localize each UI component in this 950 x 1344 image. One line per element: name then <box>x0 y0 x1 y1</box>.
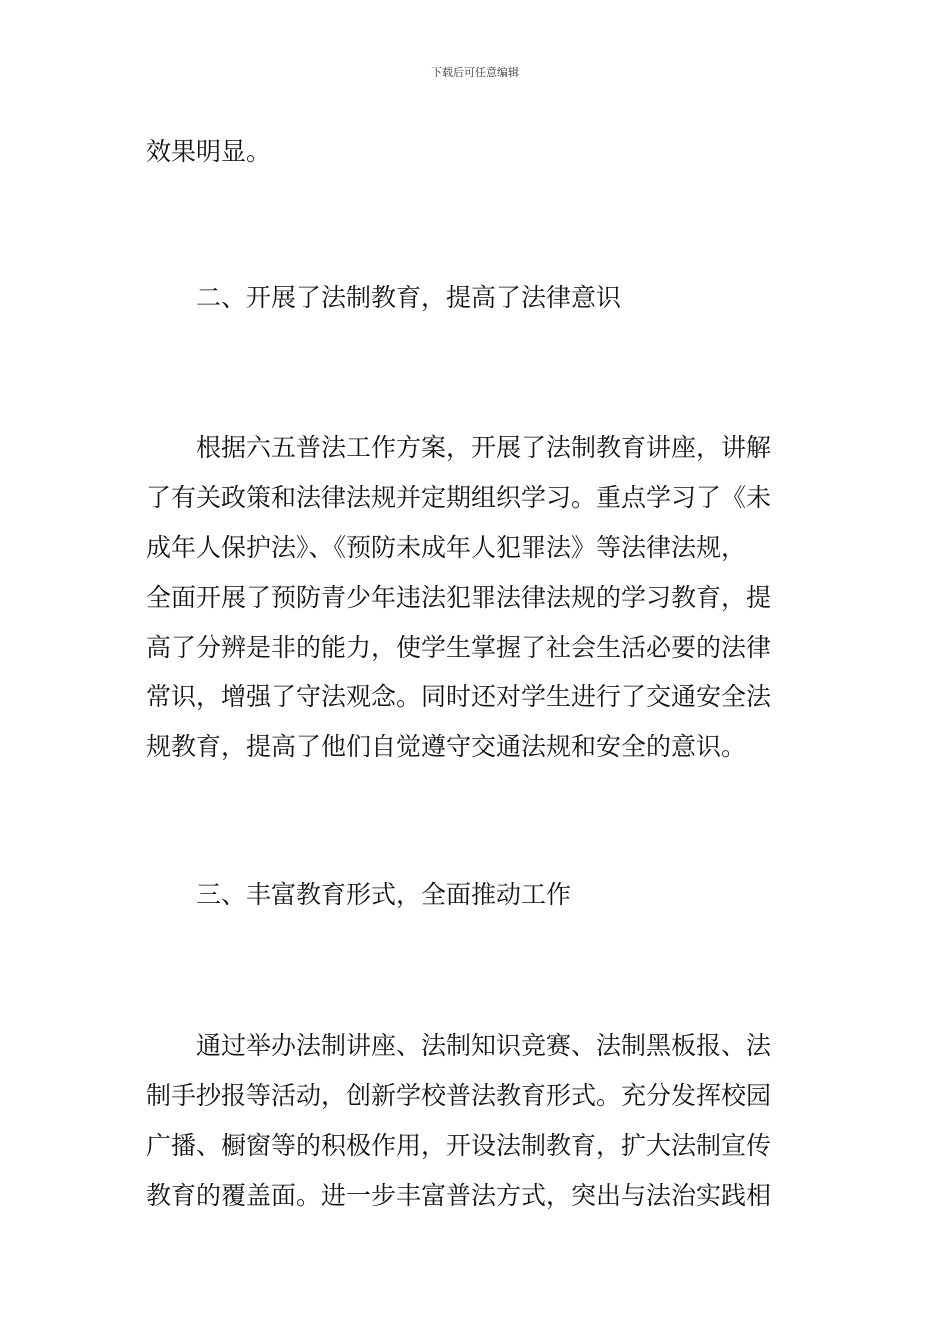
paragraph-3-line-2: 制手抄报等活动，创新学校普法教育形式。充分发挥校园 <box>146 1081 772 1110</box>
paragraph-3-line-3: 广播、橱窗等的积极作用，开设法制教育，扩大法制宣传 <box>146 1131 772 1160</box>
paragraph-3-line-1: 通过举办法制讲座、法制知识竞赛、法制黑板报、法 <box>196 1031 772 1060</box>
section-heading-3: 三、丰富教育形式，全面推动工作 <box>196 880 572 909</box>
paragraph-2-line-4: 全面开展了预防青少年违法犯罪法律法规的学习教育，提 <box>146 583 772 612</box>
paragraph-2-line-1: 根据六五普法工作方案，开展了法制教育讲座，讲解 <box>196 433 772 462</box>
paragraph-2-line-3: 成年人保护法》、《预防未成年人犯罪法》等法律法规， <box>146 533 747 562</box>
page-header: 下载后可任意编辑 <box>431 66 519 79</box>
paragraph-1-line-1: 效果明显。 <box>146 137 272 166</box>
paragraph-2-line-2: 了有关政策和法律法规并定期组织学习。重点学习了《未 <box>146 483 772 512</box>
section-heading-2: 二、开展了法制教育，提高了法律意识 <box>196 283 622 312</box>
paragraph-2-line-6: 常识，增强了守法观念。同时还对学生进行了交通安全法 <box>146 682 772 711</box>
paragraph-2-line-5: 高了分辨是非的能力，使学生掌握了社会生活必要的法律 <box>146 633 772 662</box>
paragraph-3-line-4: 教育的覆盖面。进一步丰富普法方式，突出与法治实践相 <box>146 1181 772 1210</box>
paragraph-2-line-7: 规教育，提高了他们自觉遵守交通法规和安全的意识。 <box>146 732 747 761</box>
